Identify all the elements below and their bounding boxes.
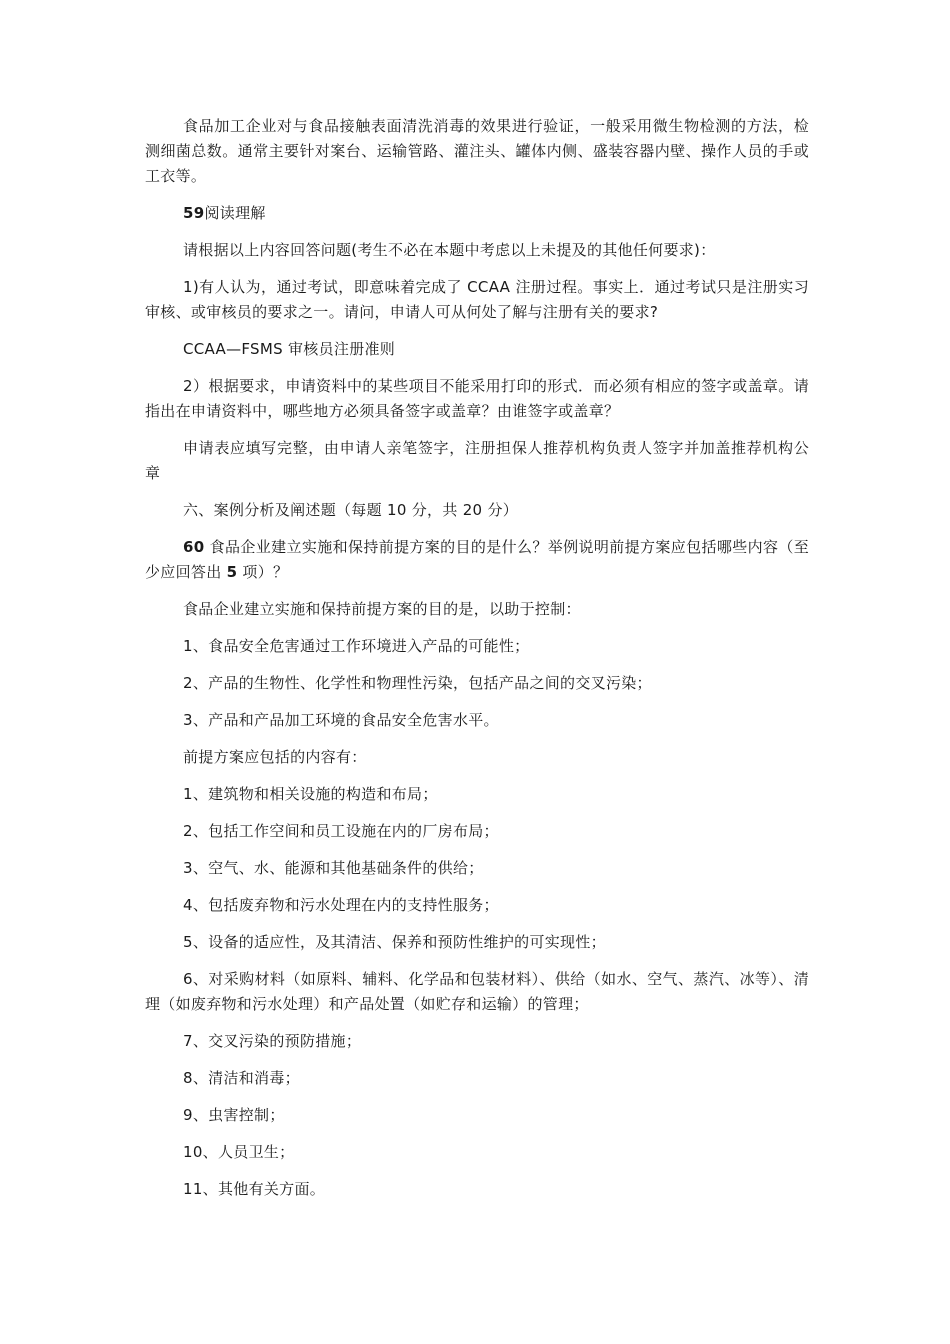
- content-item: 2、包括工作空间和员工设施在内的厂房布局；: [183, 822, 499, 840]
- question-59-instruction: 请根据以上内容回答问题(考生不必在本题中考虑以上未提及的其他任何要求)：: [183, 241, 716, 259]
- question-60-text-b: 项）？: [237, 563, 289, 581]
- content-item: 4、包括废弃物和污水处理在内的支持性服务；: [183, 896, 499, 914]
- purpose-item: 3、产品和产品加工环境的食品安全危害水平。: [183, 711, 499, 729]
- purpose-item: 1、食品安全危害通过工作环境进入产品的可能性；: [183, 637, 530, 655]
- purpose-item: 2、产品的生物性、化学性和物理性污染，包括产品之间的交叉污染；: [183, 674, 652, 692]
- question-59-part-1: 1)有人认为，通过考试，即意味着完成了 CCAA 注册过程。事实上．通过考试只是注册实习审核、或审核员的要求之一。请问，申请人可从何处了解与注册有关的要求?: [145, 278, 809, 321]
- content-item: 1、建筑物和相关设施的构造和布局；: [183, 785, 438, 803]
- question-60-bold-count: 5: [226, 563, 238, 581]
- question-60-text-a: 食品企业建立实施和保持前提方案的目的是什么？举例说明前提方案应包括哪些内容（至少应回答出: [145, 538, 809, 581]
- question-59-heading: [145, 201, 809, 226]
- content-item: 8、清洁和消毒；: [183, 1069, 300, 1087]
- content-item: 3、空气、水、能源和其他基础条件的供给；: [183, 859, 484, 877]
- content-item: 10、人员卫生；: [183, 1143, 295, 1161]
- content-item: 5、设备的适应性，及其清洁、保养和预防性维护的可实现性；: [183, 933, 606, 951]
- question-59-title: 阅读理解: [204, 204, 266, 222]
- question-59-part-1-answer: CCAA—FSMS 审核员注册准则: [183, 340, 396, 358]
- question-59-part-2-answer: 申请表应填写完整，由申请人亲笔签字，注册担保人推荐机构负责人签字并加盖推荐机构公章: [145, 439, 809, 482]
- content-item: 11、其他有关方面。: [183, 1180, 326, 1198]
- content-item: 9、虫害控制；: [183, 1106, 285, 1124]
- question-60-answer-intro: 食品企业建立实施和保持前提方案的目的是，以助于控制：: [183, 600, 581, 618]
- content-item: 6、对采购材料（如原料、辅料、化学品和包装材料）、供给（如水、空气、蒸汽、冰等）、清理（如废弃物和污水处理）和产品处置（如贮存和运输）的管理；: [145, 970, 809, 1013]
- question-59-number: 59: [183, 204, 205, 222]
- paragraph-intro: 食品加工企业对与食品接触表面清洗消毒的效果进行验证，一般采用微生物检测的方法，检测细菌总数。通常主要针对案台、运输管路、灌注头、罐体内侧、盛装容器内壁、操作人员的手或工衣等。: [145, 117, 809, 185]
- section-6-heading: 六、案例分析及阐述题（每题 10 分，共 20 分）: [183, 501, 519, 519]
- question-60-number: 60: [183, 538, 205, 556]
- question-60: [145, 535, 809, 585]
- content-intro: 前提方案应包括的内容有：: [183, 748, 367, 766]
- document-page: [145, 114, 809, 1214]
- content-item: 7、交叉污染的预防措施；: [183, 1032, 362, 1050]
- question-59-part-2: 2）根据要求，申请资料中的某些项目不能采用打印的形式．而必须有相应的签字或盖章。请指出在申请资料中，哪些地方必须具备签字或盖章？由谁签字或盖章？: [145, 377, 809, 420]
